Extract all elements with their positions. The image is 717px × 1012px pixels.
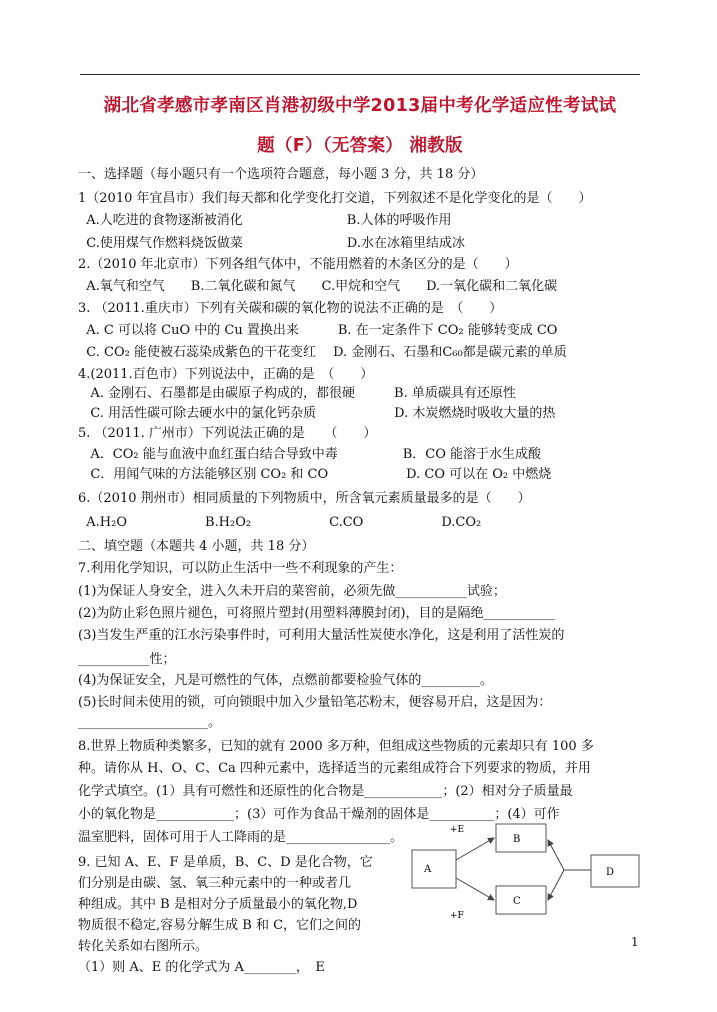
text-line: A.H₂O B.H₂O₂ C.CO D.CO₂ <box>78 515 482 530</box>
page-title-line2: 题（F）（无答案） 湘教版 <box>257 136 463 156</box>
text-line: 4.(2011.百色市）下列说法中，正确的是 （ ） <box>78 367 374 382</box>
node-d-box <box>591 855 639 887</box>
node-b-box <box>496 824 546 852</box>
text-line: （1）则 A、E 的化学式为 A________， E <box>78 960 325 975</box>
page-number: 1 <box>631 935 639 949</box>
text-line: C. 用活性碳可除去硬水中的氯化钙杂质 D. 木炭燃烧时吸收大量的热 <box>78 406 556 421</box>
text-line: 5. （2011. 广州市）下列说法正确的是 （ ） <box>78 426 377 441</box>
label-plus-e: +E <box>450 825 465 835</box>
text-line: 6.（2010 荆州市）相同质量的下列物质中，所含氧元素质量最多的是（ ） <box>78 491 531 506</box>
arrow-a-to-b <box>456 838 494 860</box>
text-line: 3. （2011.重庆市）下列有关碳和碳的氧化物的说法不正确的是 （ ） <box>78 301 503 316</box>
text-line: 们分别是由碳、氢、氧三种元素中的一种或者几 <box>78 876 352 891</box>
text-line: C.使用煤气作燃料烧饭做菜 D.水在冰箱里结成冰 <box>78 236 465 251</box>
text-line: C．用闻气味的方法能够区别 CO₂ 和 CO D. CO 可以在 O₂ 中燃烧 <box>78 467 552 482</box>
text-line: (1)为保证人身安全，进入久未开启的菜窖前，必须先做___________试验； <box>78 584 506 599</box>
node-a-label: A <box>424 864 432 875</box>
text-line: ____________________。 <box>78 715 222 730</box>
text-line: (3)当发生严重的江水污染事件时，可利用大量活性炭使水净化，这是利用了活性炭的 <box>78 628 565 643</box>
text-line: (4)为保证安全，凡是可燃性的气体，点燃前都要检验气体的_________。 <box>78 673 493 688</box>
node-c-label: C <box>513 896 521 907</box>
text-line: 化学式填空。(1）具有可燃性和还原性的化合物是____________；(2）相对分子质量最 <box>78 784 573 799</box>
text-line: C. CO₂ 能使被石蕊染成紫色的干花变红 D. 金刚石、石墨和C₆₀都是碳元素的单质 <box>78 345 567 360</box>
text-line: 转化关系如右图所示。 <box>78 939 209 954</box>
node-b-label: B <box>513 834 521 845</box>
conversion-diagram <box>408 820 643 920</box>
text-line: A.氧气和空气 B.二氧化碳和氮气 C.甲烷和空气 D.一氧化碳和二氧化碳 <box>78 279 558 294</box>
text-line: 8.世界上物质种类繁多，已知的就有 2000 多万种，但组成这些物质的元素却只有 100 多 <box>78 739 594 754</box>
text-line: (5)长时间未使用的锁，可向锁眼中加入少量铅笔芯粉末，便容易开启，这是因为： <box>78 695 552 710</box>
node-a-box <box>412 850 456 888</box>
label-plus-f: +F <box>450 911 464 920</box>
text-line: A．CO₂ 能与血液中血红蛋白结合导致中毒 B．CO 能溶于水生成酸 <box>78 447 542 462</box>
header-rule <box>80 74 640 75</box>
arrow-a-to-c <box>456 878 494 900</box>
text-line: (2)为防止彩色照片褪色，可将照片塑封(用塑料薄膜封闭)，目的是隔绝___________ <box>78 606 556 621</box>
node-d-label: D <box>606 867 615 878</box>
node-c-box <box>496 886 546 914</box>
text-line: A. C 可以将 CuO 中的 Cu 置换出来 B. 在一定条件下 CO₂ 能够转变成 CO <box>78 323 558 338</box>
text-line: ___________性； <box>78 652 176 667</box>
text-line: 二、填空题（本题共 4 小题，共 18 分） <box>78 539 315 554</box>
text-line: 小的氧化物是____________；(3）可作为食品干燥剂的固体是__________；(4）可作 <box>78 807 560 822</box>
arrow-d-to-b <box>548 840 564 870</box>
text-line: A.人吃进的食物逐渐被消化 B.人体的呼吸作用 <box>78 213 452 228</box>
text-line: 一、选择题（每小题只有一个选项符合题意，每小题 3 分，共 18 分） <box>78 167 484 182</box>
text-line: 温室肥料，固体可用于人工降雨的是________________。 <box>78 830 404 845</box>
text-line: 2.（2010 年北京市）下列各组气体中，不能用燃着的木条区分的是（ ） <box>78 257 518 272</box>
text-line: 7.利用化学知识，可以防止生活中一些不利现象的产生： <box>78 561 403 576</box>
arrow-d-to-c <box>548 870 564 900</box>
text-line: 9. 已知 A、E、F 是单质，B、C、D 是化合物，它 <box>78 855 373 870</box>
text-line: 种。请你从 H、O、C、Ca 四种元素中，选择适当的元素组成符合下列要求的物质，并用 <box>78 761 591 776</box>
text-line: 种组成。其中 B 是相对分子质量最小的氧化物,D <box>78 897 358 912</box>
text-line: 物质很不稳定,容易分解生成 B 和 C，它们之间的 <box>78 918 362 933</box>
page-title-line1: 湖北省孝感市孝南区肖港初级中学2013届中考化学适应性考试试 <box>103 96 617 116</box>
text-line: 1（2010 年宜昌市）我们每天都和化学变化打交道，下列叙述不是化学变化的是（ ） <box>78 191 592 206</box>
text-line: A. 金刚石、石墨都是由碳原子构成的，都很硬 B. 单质碳具有还原性 <box>78 386 516 401</box>
